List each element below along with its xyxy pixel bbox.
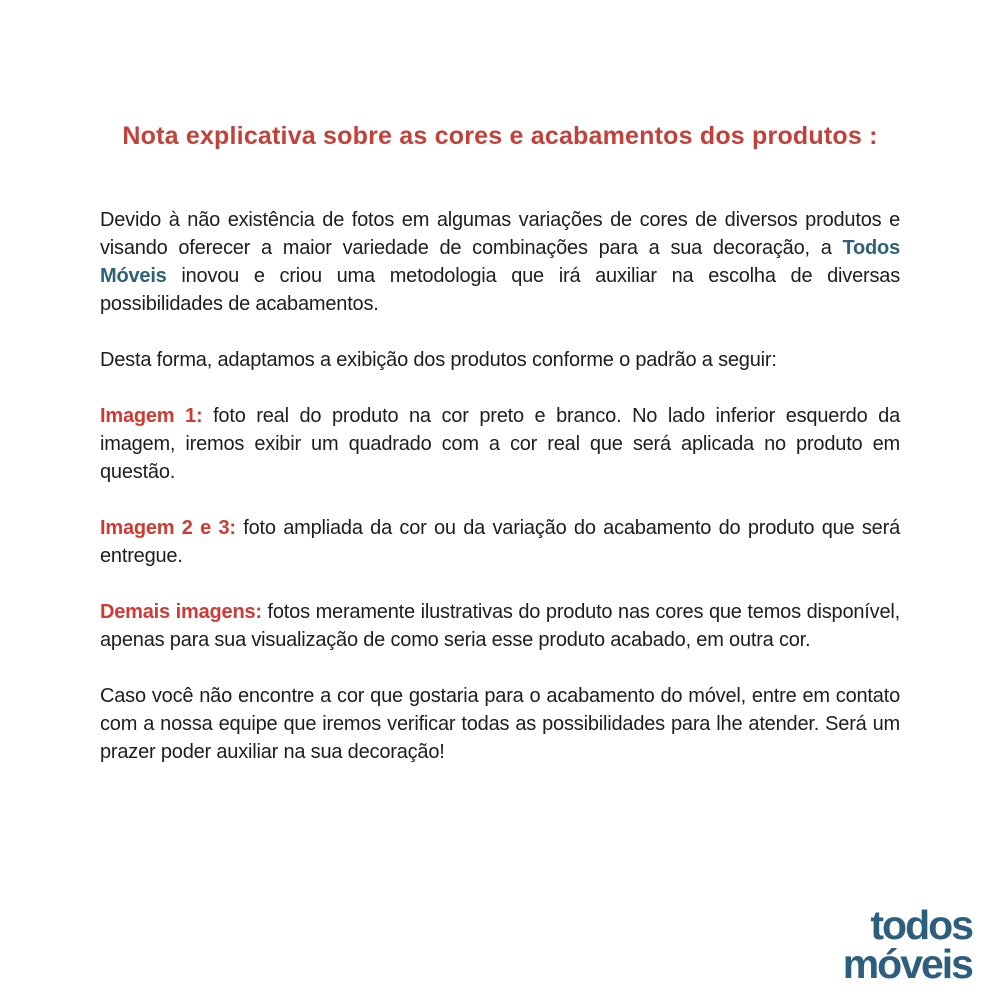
image-note-2-3 [100, 514, 900, 570]
image-note-1-label: Imagem 1: [100, 405, 203, 427]
logo-word-moveis: móveis [842, 941, 972, 988]
image-note-2-3-text: foto ampliada da cor ou da variação do acabamento do produto que será entregue. [100, 517, 900, 567]
image-note-others-text: fotos meramente ilustrativas do produto nas cores que temos disponível, apenas para sua visualização de como seria esse produto acabado, em outra cor. [100, 601, 900, 651]
display-pattern-line: Desta forma, adaptamos a exibição dos produtos conforme o padrão a seguir: [100, 349, 777, 371]
image-note-others-label: Demais imagens: [100, 601, 262, 623]
todos-moveis-logo [842, 902, 972, 988]
contact-paragraph: Caso você não encontre a cor que gostaria para o acabamento do móvel, entre em contato com a nossa equipe que iremos verificar todas as possibilidades para lhe atender. Será um prazer poder auxiliar na sua decoração! [100, 685, 900, 763]
intro-text-after: inovou e criou uma metodologia que irá auxiliar na escolha de diversas possibilidades de acabamentos. [100, 265, 900, 315]
logo-word-todos: todos [870, 902, 972, 949]
image-note-others [100, 598, 900, 654]
image-note-1-text: foto real do produto na cor preto e branco. No lado inferior esquerdo da imagem, iremos exibir um quadrado com a cor real que será aplicada no produto em questão. [100, 405, 900, 483]
intro-text-before: Devido à não existência de fotos em algumas variações de cores de diversos produtos e visando oferecer a maior variedade de combinações para a sua decoração, a [100, 209, 900, 259]
image-note-1 [100, 402, 900, 486]
page-title: Nota explicativa sobre as cores e acabamentos dos produtos : [122, 122, 878, 150]
image-note-2-3-label: Imagem 2 e 3: [100, 517, 236, 539]
intro-paragraph [100, 206, 900, 318]
product-color-note-document [100, 120, 900, 794]
brand-name-inline: Todos Móveis [100, 237, 900, 287]
